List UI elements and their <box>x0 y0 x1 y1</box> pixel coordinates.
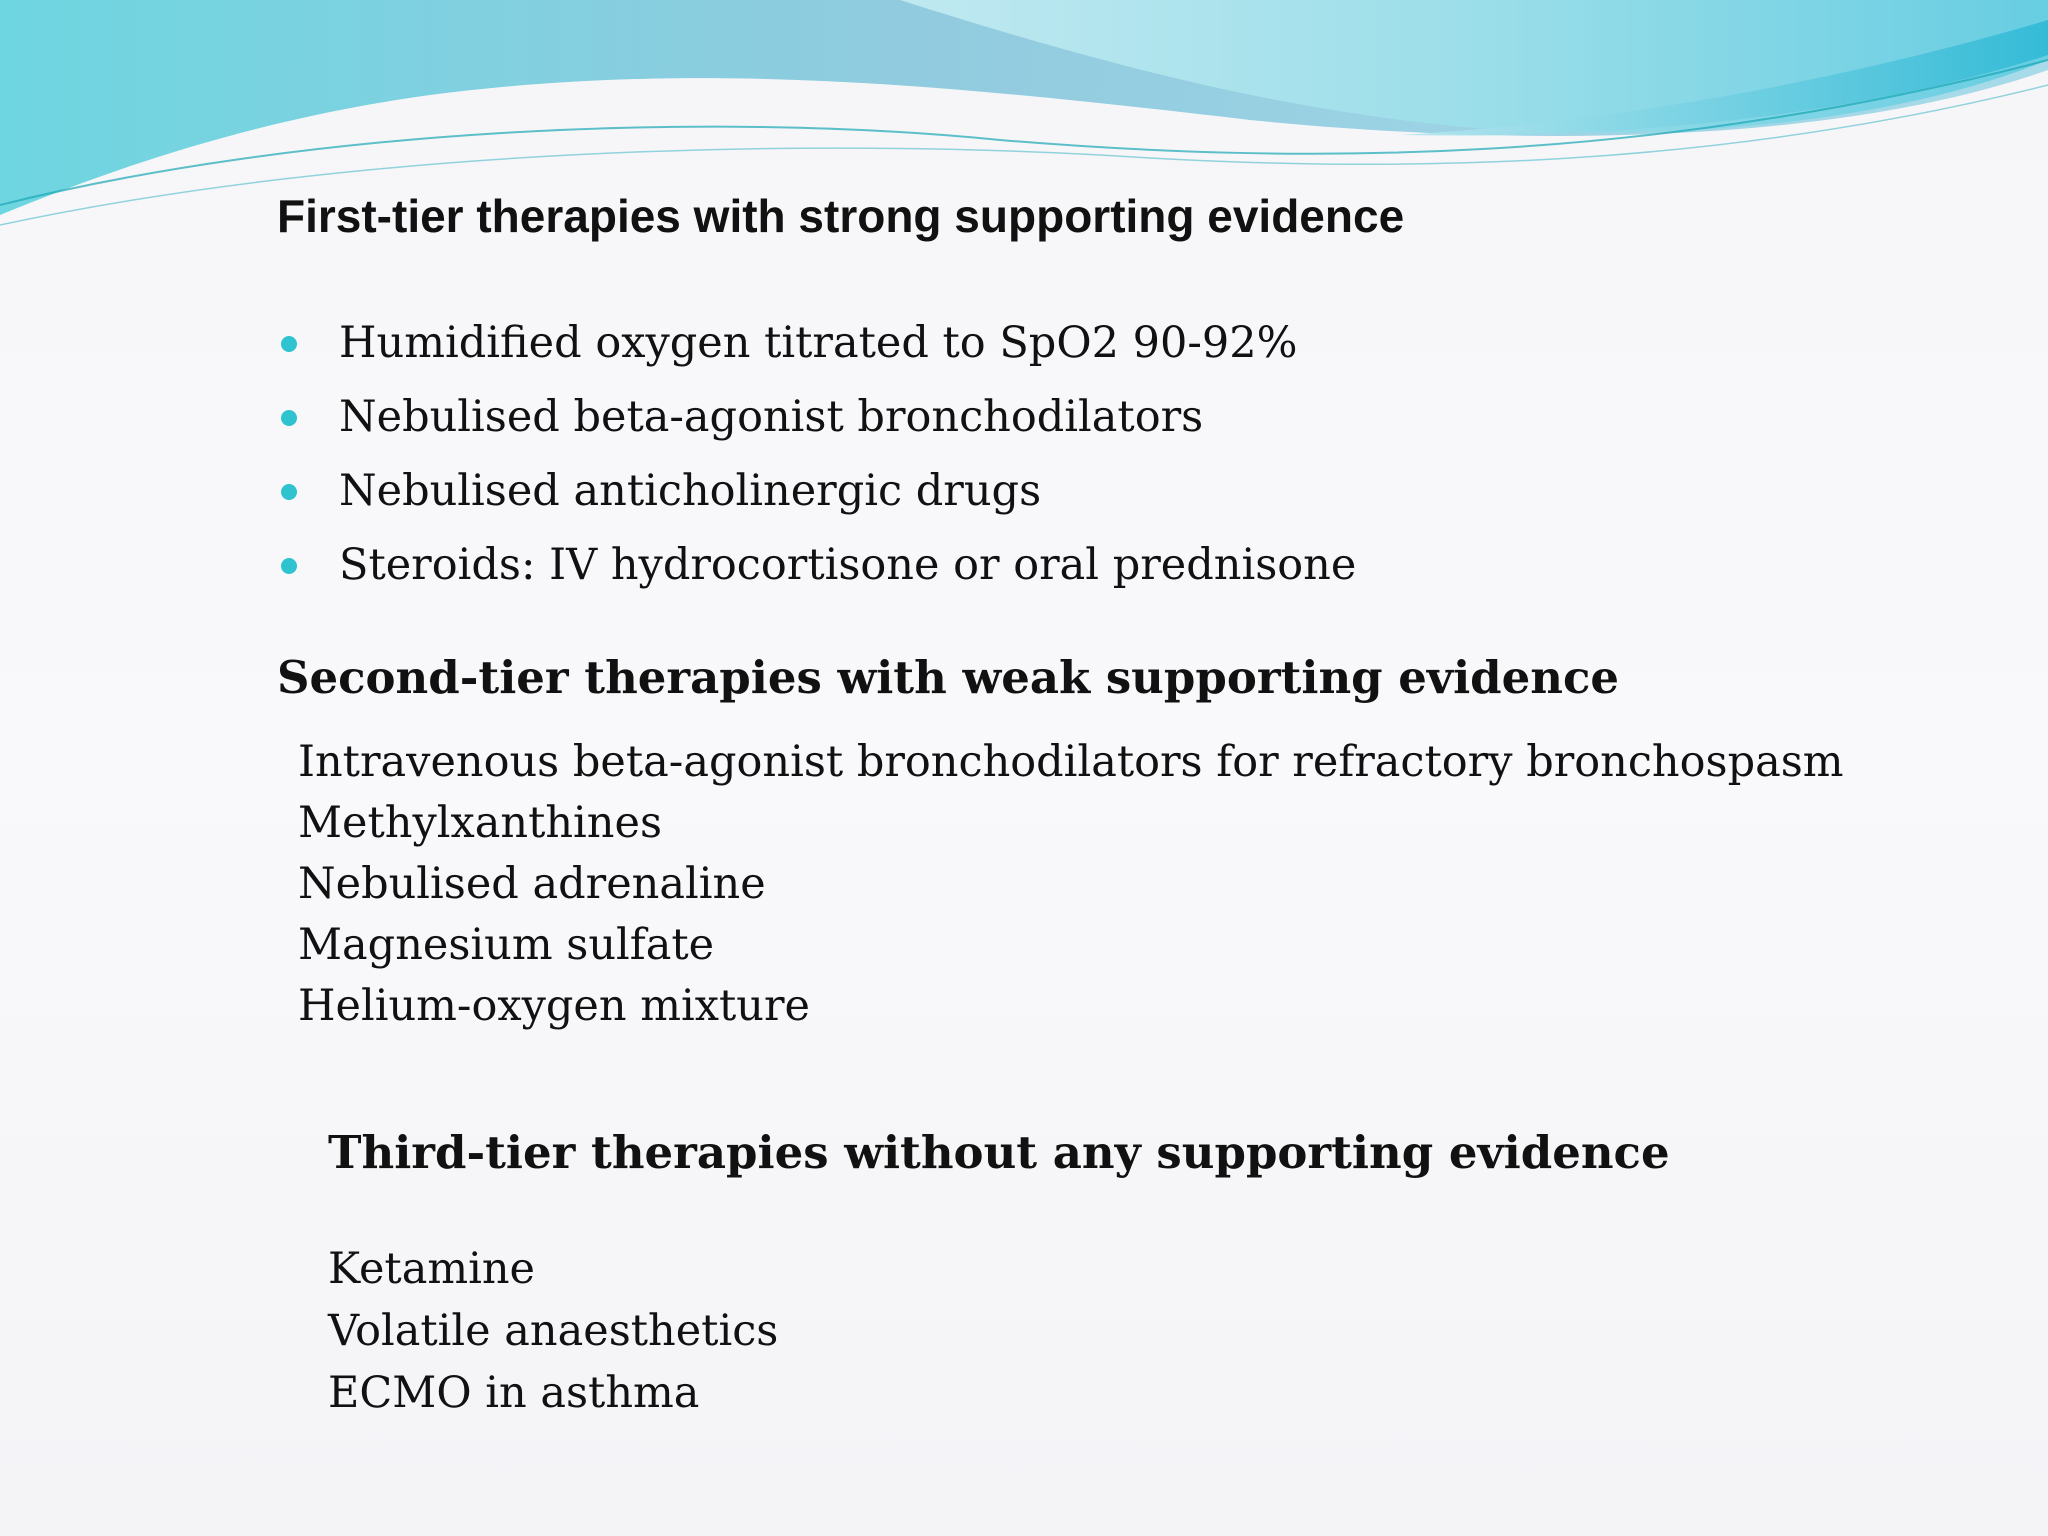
bullet-icon <box>281 558 297 574</box>
third-tier-heading: Third-tier therapies without any supporting evidence <box>328 1126 1670 1179</box>
list-item: Nebulised adrenaline <box>298 859 766 909</box>
list-item: Magnesium sulfate <box>298 920 715 970</box>
list-item-text: Humidified oxygen titrated to SpO2 90-92% <box>339 318 1298 368</box>
bullet-icon <box>281 410 297 426</box>
first-tier-list <box>277 306 1356 602</box>
list-item: Helium-oxygen mixture <box>298 981 810 1031</box>
list-item-text: Nebulised anticholinergic drugs <box>339 466 1042 516</box>
list-item: Ketamine <box>328 1244 536 1294</box>
bullet-icon <box>281 484 297 500</box>
second-tier-list <box>298 732 1844 1037</box>
list-item <box>277 306 1356 380</box>
second-tier-heading: Second-tier therapies with weak supporting evidence <box>277 651 1620 704</box>
list-item: Intravenous beta-agonist bronchodilators for refractory bronchospasm <box>298 737 1844 787</box>
list-item: Methylxanthines <box>298 798 663 848</box>
bullet-icon <box>281 336 297 352</box>
list-item <box>277 454 1356 528</box>
third-tier-list <box>328 1238 778 1424</box>
list-item: Volatile anaesthetics <box>328 1306 779 1356</box>
list-item-text: Steroids: IV hydrocortisone or oral prednisone <box>339 540 1357 590</box>
list-item-text: Nebulised beta-agonist bronchodilators <box>339 392 1204 442</box>
list-item <box>277 380 1356 454</box>
list-item <box>277 528 1356 602</box>
list-item: ECMO in asthma <box>328 1368 700 1418</box>
first-tier-heading: First-tier therapies with strong supporting evidence <box>277 190 1405 242</box>
